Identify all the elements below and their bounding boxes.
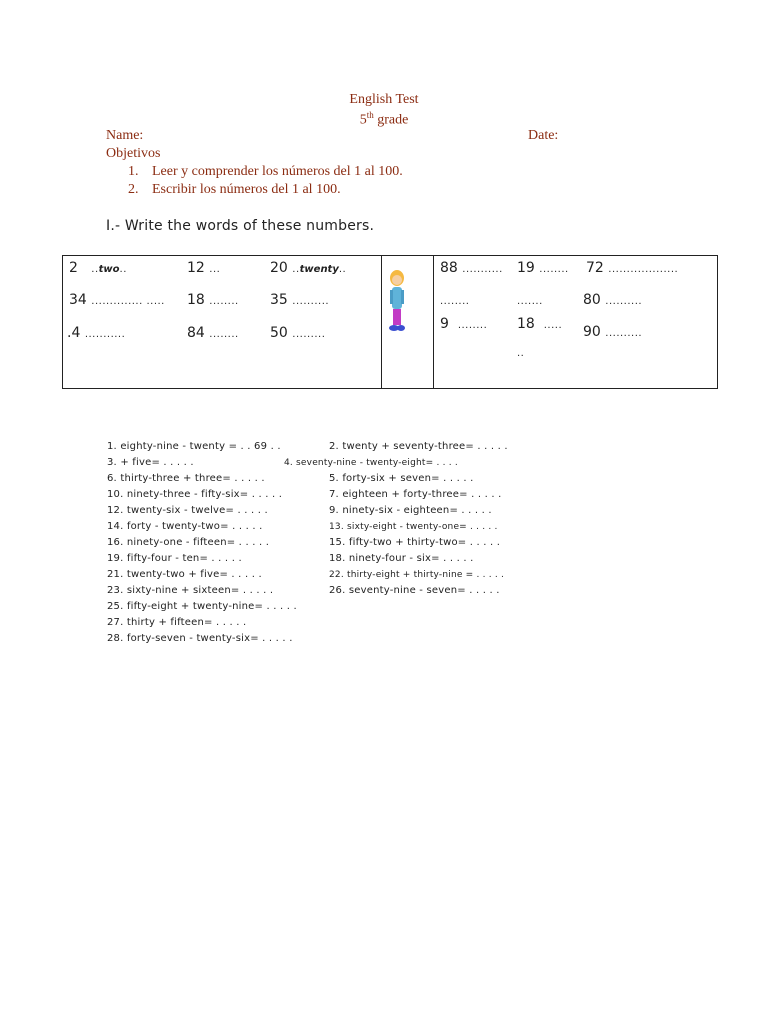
exercise-item: 21. twenty-two + five= . . . . . <box>107 569 262 580</box>
exercise-item: 13. sixty-eight - twenty-one= . . . . . <box>329 522 498 532</box>
number-cell: 9 ........ <box>440 316 488 332</box>
number-cell: 20 ..twenty.. <box>270 260 347 276</box>
exercise-item: 12. twenty-six - twelve= . . . . . <box>107 505 268 516</box>
exercise-item: 6. thirty-three + three= . . . . . <box>107 473 265 484</box>
exercise-item: 4. seventy-nine - twenty-eight= . . . . <box>284 458 458 468</box>
exercise-item: 27. thirty + fifteen= . . . . . <box>107 617 247 628</box>
box-divider-right <box>433 256 434 388</box>
objectives-list <box>128 164 403 200</box>
grade-number: 5 <box>359 112 367 128</box>
exercise-item: 26. seventy-nine - seven= . . . . . <box>329 585 500 596</box>
exercise-item: 16. ninety-one - fifteen= . . . . . <box>107 537 270 548</box>
number-cell: 50 ......... <box>270 325 326 341</box>
number-cell: ........ <box>440 296 470 307</box>
number-cell: 72 ................... <box>586 260 679 276</box>
exercise-item: 10. ninety-three - fifty-six= . . . . . <box>107 489 283 500</box>
exercise-item: 15. fifty-two + thirty-two= . . . . . <box>329 537 501 548</box>
number-cell: 2 ..two.. <box>69 260 127 276</box>
grade-suffix: th <box>366 110 374 120</box>
exercise-item: 1. eighty-nine - twenty = . . 69 . . <box>107 441 281 452</box>
number-cell: 88 ........... <box>440 260 503 276</box>
number-cell: 35 .......... <box>270 292 330 308</box>
section-title: I.- Write the words of these numbers. <box>106 218 375 234</box>
exercise-item: 22. thirty-eight + thirty-nine = . . . . . <box>329 570 505 580</box>
number-cell: .. <box>517 348 525 359</box>
exercise-item: 19. fifty-four - ten= . . . . . <box>107 553 242 564</box>
boy-figure-icon <box>385 268 411 332</box>
exercise-item: 5. forty-six + seven= . . . . . <box>329 473 474 484</box>
exercise-item: 18. ninety-four - six= . . . . . <box>329 553 474 564</box>
example-answer: twenty <box>299 264 339 275</box>
exercise-item: 3. + five= . . . . . <box>107 457 194 468</box>
date-label: Date: <box>528 128 559 143</box>
exercise-item: 28. forty-seven - twenty-six= . . . . . <box>107 633 293 644</box>
example-answer: two <box>98 264 120 275</box>
number-cell: 12 ... <box>187 260 221 276</box>
number-cell: 19 ........ <box>517 260 569 276</box>
number-cell: 18 ..... <box>517 316 563 332</box>
exercise-item: 7. eighteen + forty-three= . . . . . <box>329 489 502 500</box>
objective-item: 1. Leer y comprender los números del 1 al 100. <box>128 164 403 179</box>
box-divider-left <box>381 256 382 388</box>
exercise-item: 9. ninety-six - eighteen= . . . . . <box>329 505 492 516</box>
name-label: Name: <box>106 128 144 143</box>
number-cell: 34 .............. ..... <box>69 292 165 308</box>
exercise-item: 2. twenty + seventy-three= . . . . . <box>329 441 508 452</box>
number-cell: 18 ........ <box>187 292 239 308</box>
exercise-item: 25. fifty-eight + twenty-nine= . . . . . <box>107 601 297 612</box>
number-cell: 90 .......... <box>583 324 643 340</box>
test-title: English Test <box>349 92 419 107</box>
number-cell: 84 ........ <box>187 325 239 341</box>
objectives-label: Objetivos <box>106 146 161 161</box>
number-cell: ....... <box>517 296 543 307</box>
number-cell: 80 .......... <box>583 292 643 308</box>
exercise-item: 14. forty - twenty-two= . . . . . <box>107 521 263 532</box>
number-box <box>62 255 718 389</box>
exercise-item: 23. sixty-nine + sixteen= . . . . . <box>107 585 274 596</box>
grade-line <box>0 110 768 129</box>
number-cell: .4 ........... <box>67 325 126 341</box>
objective-item: 2. Escribir los números del 1 al 100. <box>128 182 341 197</box>
grade-word: grade <box>377 112 409 128</box>
